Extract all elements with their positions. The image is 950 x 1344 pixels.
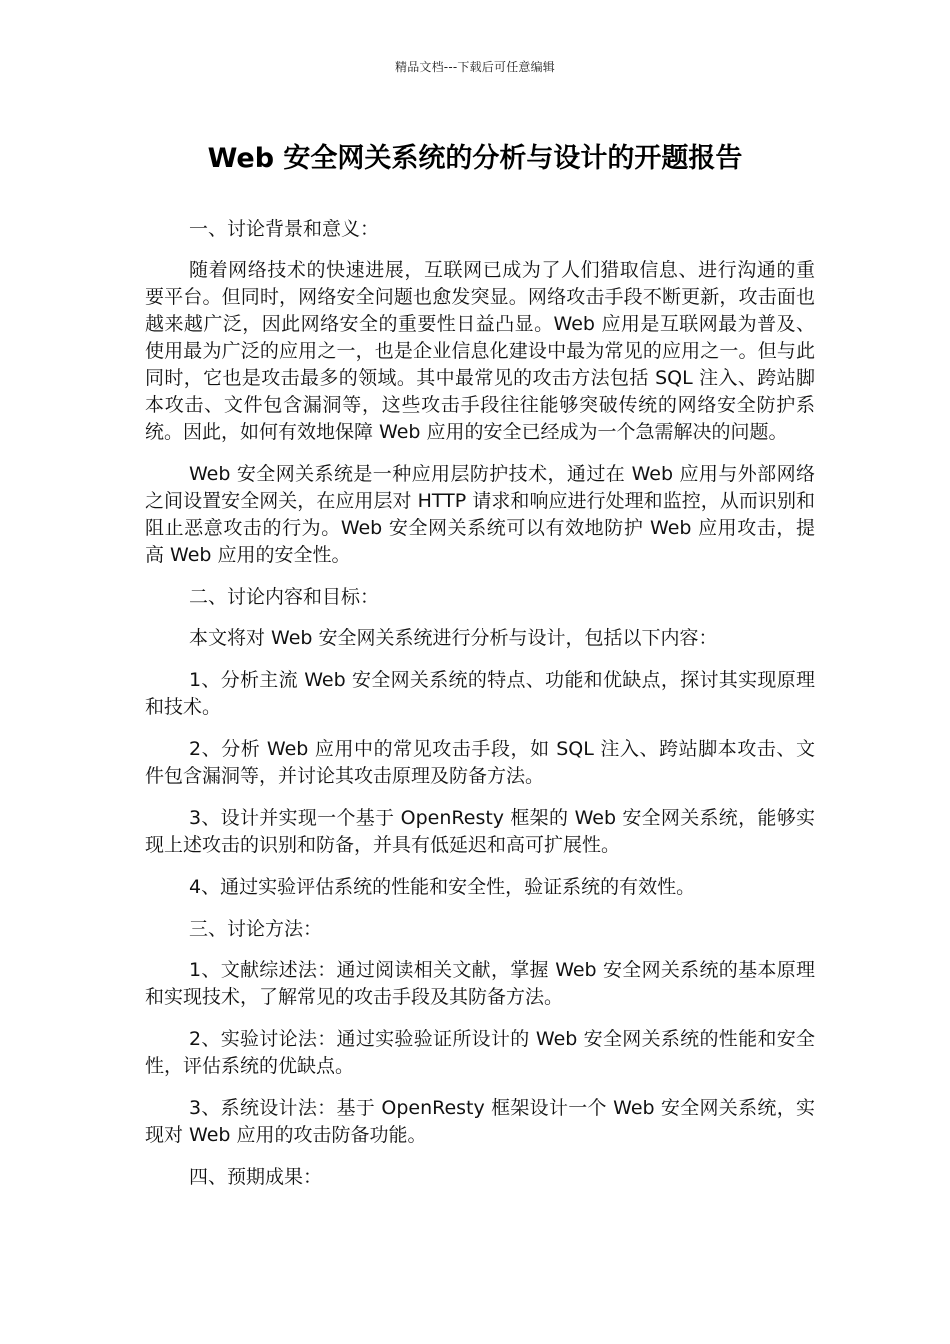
- document-title: Web 安全网关系统的分析与设计的开题报告: [207, 143, 743, 174]
- section-heading-methods: 三、讨论方法：: [189, 918, 323, 940]
- list-item-method-2: 2、实验讨论法：通过实验验证所设计的 Web 安全网关系统的性能和安全性，评估系统的优缺点。: [145, 1028, 815, 1077]
- list-item-content-4: 4、通过实验评估系统的性能和安全性，验证系统的有效性。: [189, 876, 696, 898]
- list-item-content-3: 3、设计并实现一个基于 OpenResty 框架的 Web 安全网关系统，能够实现上述攻击的识别和防备，并具有低延迟和高可扩展性。: [145, 807, 815, 856]
- list-item-method-1: 1、文献综述法：通过阅读相关文献，掌握 Web 安全网关系统的基本原理和实现技术，了解常见的攻击手段及其防备方法。: [145, 959, 815, 1008]
- list-item-content-1: 1、分析主流 Web 安全网关系统的特点、功能和优缺点，探讨其实现原理和技术。: [145, 669, 815, 718]
- section-heading-expected-results: 四、预期成果：: [189, 1166, 323, 1188]
- list-item-content-2: 2、分析 Web 应用中的常见攻击手段，如 SQL 注入、跨站脚本攻击、文件包含漏洞等，并讨论其攻击原理及防备方法。: [145, 738, 815, 787]
- paragraph-background-2: Web 安全网关系统是一种应用层防护技术，通过在 Web 应用与外部网络之间设置安全网关，在应用层对 HTTP 请求和响应进行处理和监控，从而识别和阻止恶意攻击的行为。Web 安全网关系统可以有效地防护 Web 应用攻击，提高 Web 应用的安全性。: [145, 463, 815, 566]
- section-heading-content-goals: 二、讨论内容和目标：: [189, 586, 380, 608]
- paragraph-content-intro: 本文将对 Web 安全网关系统进行分析与设计，包括以下内容：: [189, 627, 718, 649]
- section-heading-background: 一、讨论背景和意义：: [189, 218, 380, 240]
- header-note: 精品文档---下载后可任意编辑: [395, 60, 555, 74]
- list-item-method-3: 3、系统设计法：基于 OpenResty 框架设计一个 Web 安全网关系统，实现对 Web 应用的攻击防备功能。: [145, 1097, 815, 1146]
- paragraph-background-1: 随着网络技术的快速进展，互联网已成为了人们猎取信息、进行沟通的重要平台。但同时，网络安全问题也愈发突显。网络攻击手段不断更新，攻击面也越来越广泛，因此网络安全的重要性日益凸显。Web 应用是互联网最为普及、使用最为广泛的应用之一，也是企业信息化建设中最为常见的应用之一。但与此同时，它也是攻击最多的领域。其中最常见的攻击方法包括 SQL 注入、跨站脚本攻击、文件包含漏洞等，这些攻击手段往往能够突破传统的网络安全防护系统。因此，如何有效地保障 Web 应用的安全已经成为一个急需解决的问题。: [145, 259, 815, 443]
- document-body: [145, 216, 815, 1205]
